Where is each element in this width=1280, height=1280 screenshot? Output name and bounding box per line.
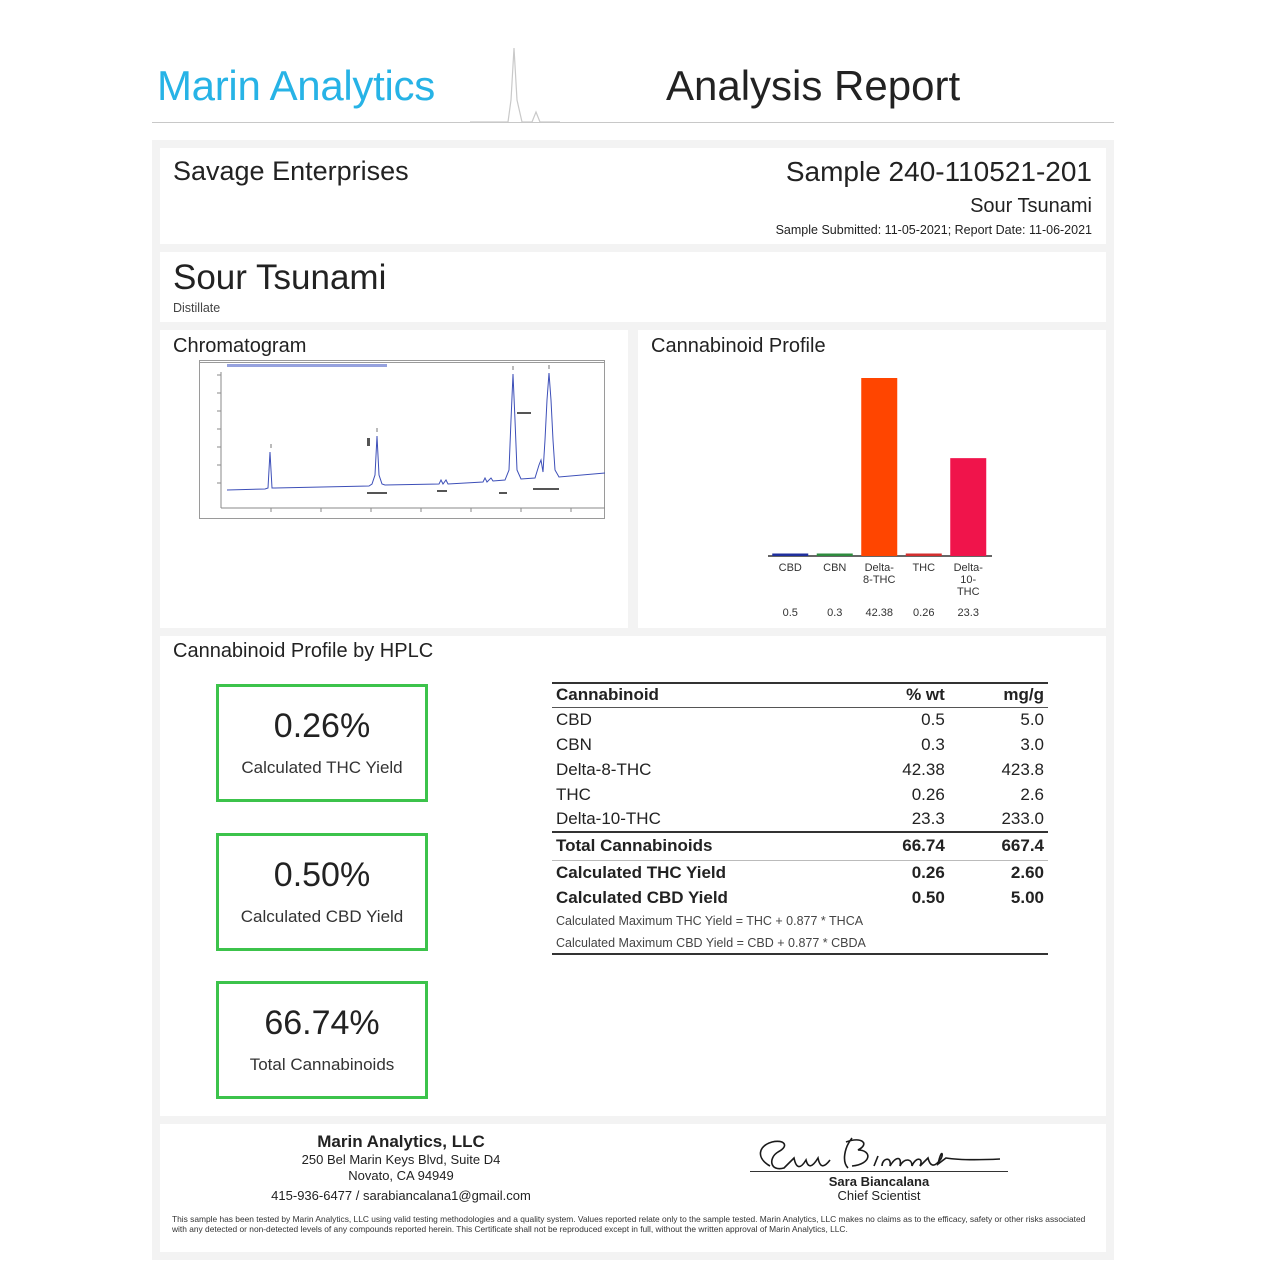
bar-cbd xyxy=(772,554,808,557)
row-mg-per-g: 2.6 xyxy=(1020,784,1044,804)
cbd-yield-label: Calculated CBD Yield xyxy=(240,907,404,926)
cbd-yield-row xyxy=(552,885,1048,910)
signer-block xyxy=(750,1175,1008,1203)
total-cannabinoids-card xyxy=(216,981,428,1099)
row-percent-wt: 0.26 xyxy=(911,784,945,804)
header-mg-per-g: mg/g xyxy=(949,683,1048,707)
row-cannabinoid: CBD xyxy=(556,709,592,729)
bar-cbn xyxy=(817,554,853,557)
lab-contact: 415-936-6477 / sarabiancalana1@gmail.com xyxy=(271,1188,531,1203)
calc-label: Calculated CBD Yield xyxy=(556,887,728,907)
formula-note-row xyxy=(552,932,1048,954)
row-mg-per-g: 233.0 xyxy=(1001,809,1044,828)
product-name: Sour Tsunami xyxy=(173,258,387,297)
signature-line xyxy=(750,1171,1008,1172)
table-row xyxy=(552,757,1048,782)
sample-id: Sample 240-110521-201 xyxy=(785,156,1092,187)
table-row xyxy=(552,707,1048,732)
header-cannabinoid: Cannabinoid xyxy=(552,683,850,707)
cbd-yield-value: 0.50% xyxy=(273,856,371,894)
calc-mg-per-g: 2.60 xyxy=(949,860,1048,885)
table-row xyxy=(552,807,1048,832)
formula-note-row xyxy=(552,910,1048,932)
calc-mg-per-g: 5.00 xyxy=(1010,887,1044,907)
thc-yield-value: 0.26% xyxy=(273,707,371,745)
category-label: THC xyxy=(912,562,936,574)
cannabinoid-bar-chart xyxy=(640,360,1100,620)
thc-yield-row xyxy=(552,860,1048,885)
total-mg-per-g: 667.4 xyxy=(949,832,1048,860)
thc-yield-card xyxy=(216,684,428,802)
row-mg-per-g: 423.8 xyxy=(1001,759,1044,779)
peak-logo-icon xyxy=(470,40,560,124)
lab-address-line1: 250 Bel Marin Keys Blvd, Suite D4 xyxy=(301,1152,501,1167)
hplc-title: Cannabinoid Profile by HPLC xyxy=(173,640,434,662)
bar-delta-8-thc xyxy=(861,378,897,556)
signer-title: Chief Scientist xyxy=(837,1188,921,1203)
row-percent-wt: 0.5 xyxy=(921,709,945,729)
cbd-yield-card xyxy=(216,833,428,951)
signature-text: Sara Biancala xyxy=(991,1174,1010,1178)
row-cannabinoid: Delta-10-THC xyxy=(556,809,661,828)
value-label: 0.5 xyxy=(782,607,798,619)
lab-address-line2: Novato, CA 94949 xyxy=(348,1168,454,1183)
row-percent-wt: 0.3 xyxy=(921,734,945,754)
total-cannabinoids-value: 66.74% xyxy=(264,1004,380,1042)
total-percent-wt: 66.74 xyxy=(850,832,949,860)
row-cannabinoid: Delta-8-THC xyxy=(556,759,652,779)
calc-label: Calculated THC Yield xyxy=(552,860,850,885)
lab-address-block xyxy=(260,1132,542,1203)
header-divider xyxy=(152,122,1114,123)
row-mg-per-g: 5.0 xyxy=(1020,709,1044,729)
chromatogram-image xyxy=(199,360,605,520)
client-name: Savage Enterprises xyxy=(173,156,409,186)
category-label: Delta-8-THC xyxy=(863,562,896,586)
thc-yield-label: Calculated THC Yield xyxy=(241,758,403,777)
value-label: 0.3 xyxy=(827,607,843,619)
product-type: Distillate xyxy=(173,301,221,315)
category-label: CBN xyxy=(823,562,847,574)
table-header-row xyxy=(552,683,1048,707)
value-label: 23.3 xyxy=(957,607,979,619)
bar-thc xyxy=(906,554,942,557)
value-label: 42.38 xyxy=(865,607,894,619)
calc-percent-wt: 0.50 xyxy=(911,887,945,907)
total-label: Total Cannabinoids xyxy=(552,832,850,860)
row-percent-wt: 23.3 xyxy=(911,809,945,828)
signer-name: Sara Biancalana xyxy=(828,1174,930,1189)
table-row xyxy=(552,732,1048,757)
chromatogram-title: Chromatogram xyxy=(173,335,307,357)
hplc-results-table xyxy=(552,682,1048,955)
sample-dates: Sample Submitted: 11-05-2021; Report Date: 11-06-2021 xyxy=(775,223,1092,237)
brand-logo-text: Marin Analytics xyxy=(157,62,435,109)
header-percent-wt: % wt xyxy=(850,683,949,707)
cbd-formula-note: Calculated Maximum CBD Yield = CBD + 0.877 * CBDA xyxy=(552,932,1048,954)
calc-percent-wt: 0.26 xyxy=(850,860,949,885)
disclaimer-text: This sample has been tested by Marin Analytics, LLC using valid testing methodologies and a quality system. Values reported relate only to the sample tested. Marin Analytics, LLC makes no claims as to the efficacy, safety or other risks associated with any detected or non-detected levels of any compounds reported herein. This Certificate shall not be reproduced except in full, without the written approval of Marin Analytics, LLC. xyxy=(172,1214,1086,1234)
row-cannabinoid: THC xyxy=(556,784,591,804)
row-percent-wt: 42.38 xyxy=(902,759,945,779)
report-title: Analysis Report xyxy=(666,62,961,109)
thc-formula-note: Calculated Maximum THC Yield = THC + 0.877 * THCA xyxy=(556,914,864,928)
lab-name: Marin Analytics, LLC xyxy=(317,1132,485,1151)
bar-delta-10-thc xyxy=(950,458,986,556)
row-cannabinoid: CBN xyxy=(556,734,592,754)
table-row xyxy=(552,782,1048,807)
sample-name: Sour Tsunami xyxy=(970,195,1092,217)
total-row xyxy=(552,832,1048,860)
value-label: 0.26 xyxy=(913,607,935,619)
total-cannabinoids-label: Total Cannabinoids xyxy=(249,1055,395,1074)
row-mg-per-g: 3.0 xyxy=(1020,734,1044,754)
profile-title: Cannabinoid Profile xyxy=(651,335,826,357)
category-label: Delta-10-THC xyxy=(953,562,983,598)
category-label: CBD xyxy=(778,562,802,574)
